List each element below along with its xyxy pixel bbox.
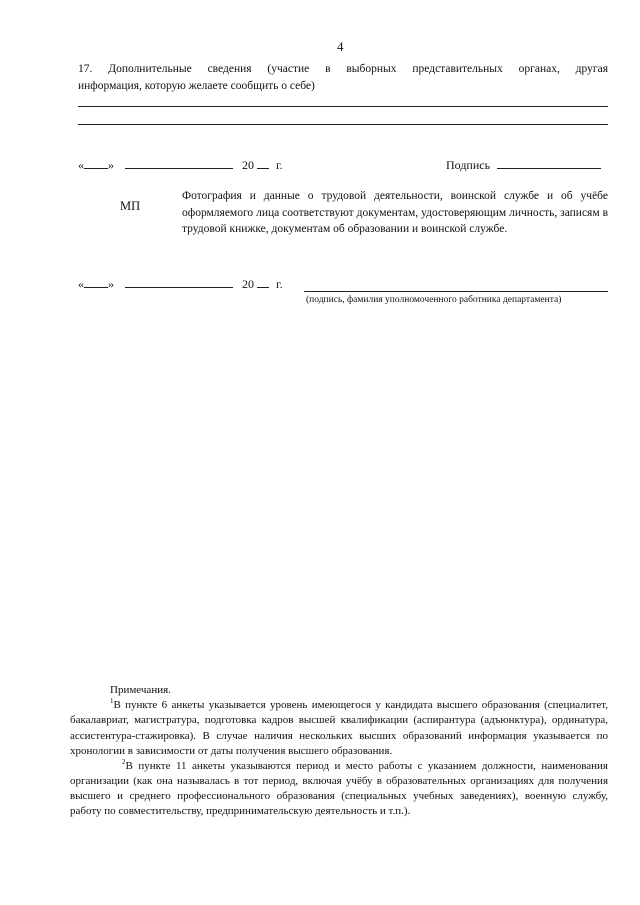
year-blank-2 <box>257 276 269 288</box>
stamp-place-label: МП <box>120 199 141 213</box>
close-quote: » <box>108 158 114 172</box>
signature-field <box>446 157 601 174</box>
official-signature-line <box>304 291 608 292</box>
page-number: 4 <box>337 39 344 54</box>
signature-blank <box>497 157 601 169</box>
note-2-text: В пункте 11 анкеты указываются период и место работы с указанием должности, наименования организации (как она называлась в тот период, включая учёбу в образовательных организациях для получения высшего и среднего профессионального образования (специальных учебных заведениях), военную службу, работу по совместительству, предпринимательскую деятельность и т.п.). <box>70 759 608 818</box>
note-1-text: В пункте 6 анкеты указывается уровень имеющегося у кандидата высшего образования (специалитет, бакалавриат, магистратура, подготовка кадров высшей квалификации (аспирантура (адъюнктура), ординатура, ассистентура-стажировка). В случае наличия нескольких высших образований информация указывается по хронологии в зависимости от даты получения высшего образования. <box>70 699 608 757</box>
day-blank <box>84 157 108 169</box>
section-17 <box>78 61 608 94</box>
notes-heading: Примечания. <box>110 684 171 696</box>
note-2-marker: 2 <box>122 757 126 766</box>
note-1-marker: 1 <box>110 697 114 706</box>
open-quote-2: « <box>78 277 84 291</box>
date-line-1 <box>78 157 283 174</box>
open-quote: « <box>78 158 84 172</box>
notes-section <box>70 683 608 820</box>
year-prefix: 20 <box>242 158 254 172</box>
certification-text: Фотография и данные о трудовой деятельности, воинской службе и об учёбе оформляемого лица соответствуют документам, удостоверяющим личность, записям в трудовой книжке, документам об образовании и воинской службе. <box>182 190 608 236</box>
close-quote-2: » <box>108 277 114 291</box>
day-blank-2 <box>84 276 108 288</box>
signature-caption: (подпись, фамилия уполномоченного работника департамента) <box>306 295 562 305</box>
date-line-2 <box>78 276 283 293</box>
answer-line-2 <box>78 124 608 125</box>
year-prefix-2: 20 <box>242 277 254 291</box>
year-suffix-2: г. <box>276 277 283 291</box>
answer-line-1 <box>78 106 608 107</box>
month-blank <box>125 157 233 169</box>
section-17-line2: информация, которую желаете сообщить о себе) <box>78 79 315 92</box>
signature-label: Подпись <box>446 158 491 172</box>
section-17-line1: 17. Дополнительные сведения (участие в выборных представительных органах, другая <box>78 63 608 75</box>
note-2 <box>70 759 608 820</box>
year-suffix: г. <box>276 158 283 172</box>
month-blank-2 <box>125 276 233 288</box>
note-1 <box>70 698 608 759</box>
year-blank <box>257 157 269 169</box>
